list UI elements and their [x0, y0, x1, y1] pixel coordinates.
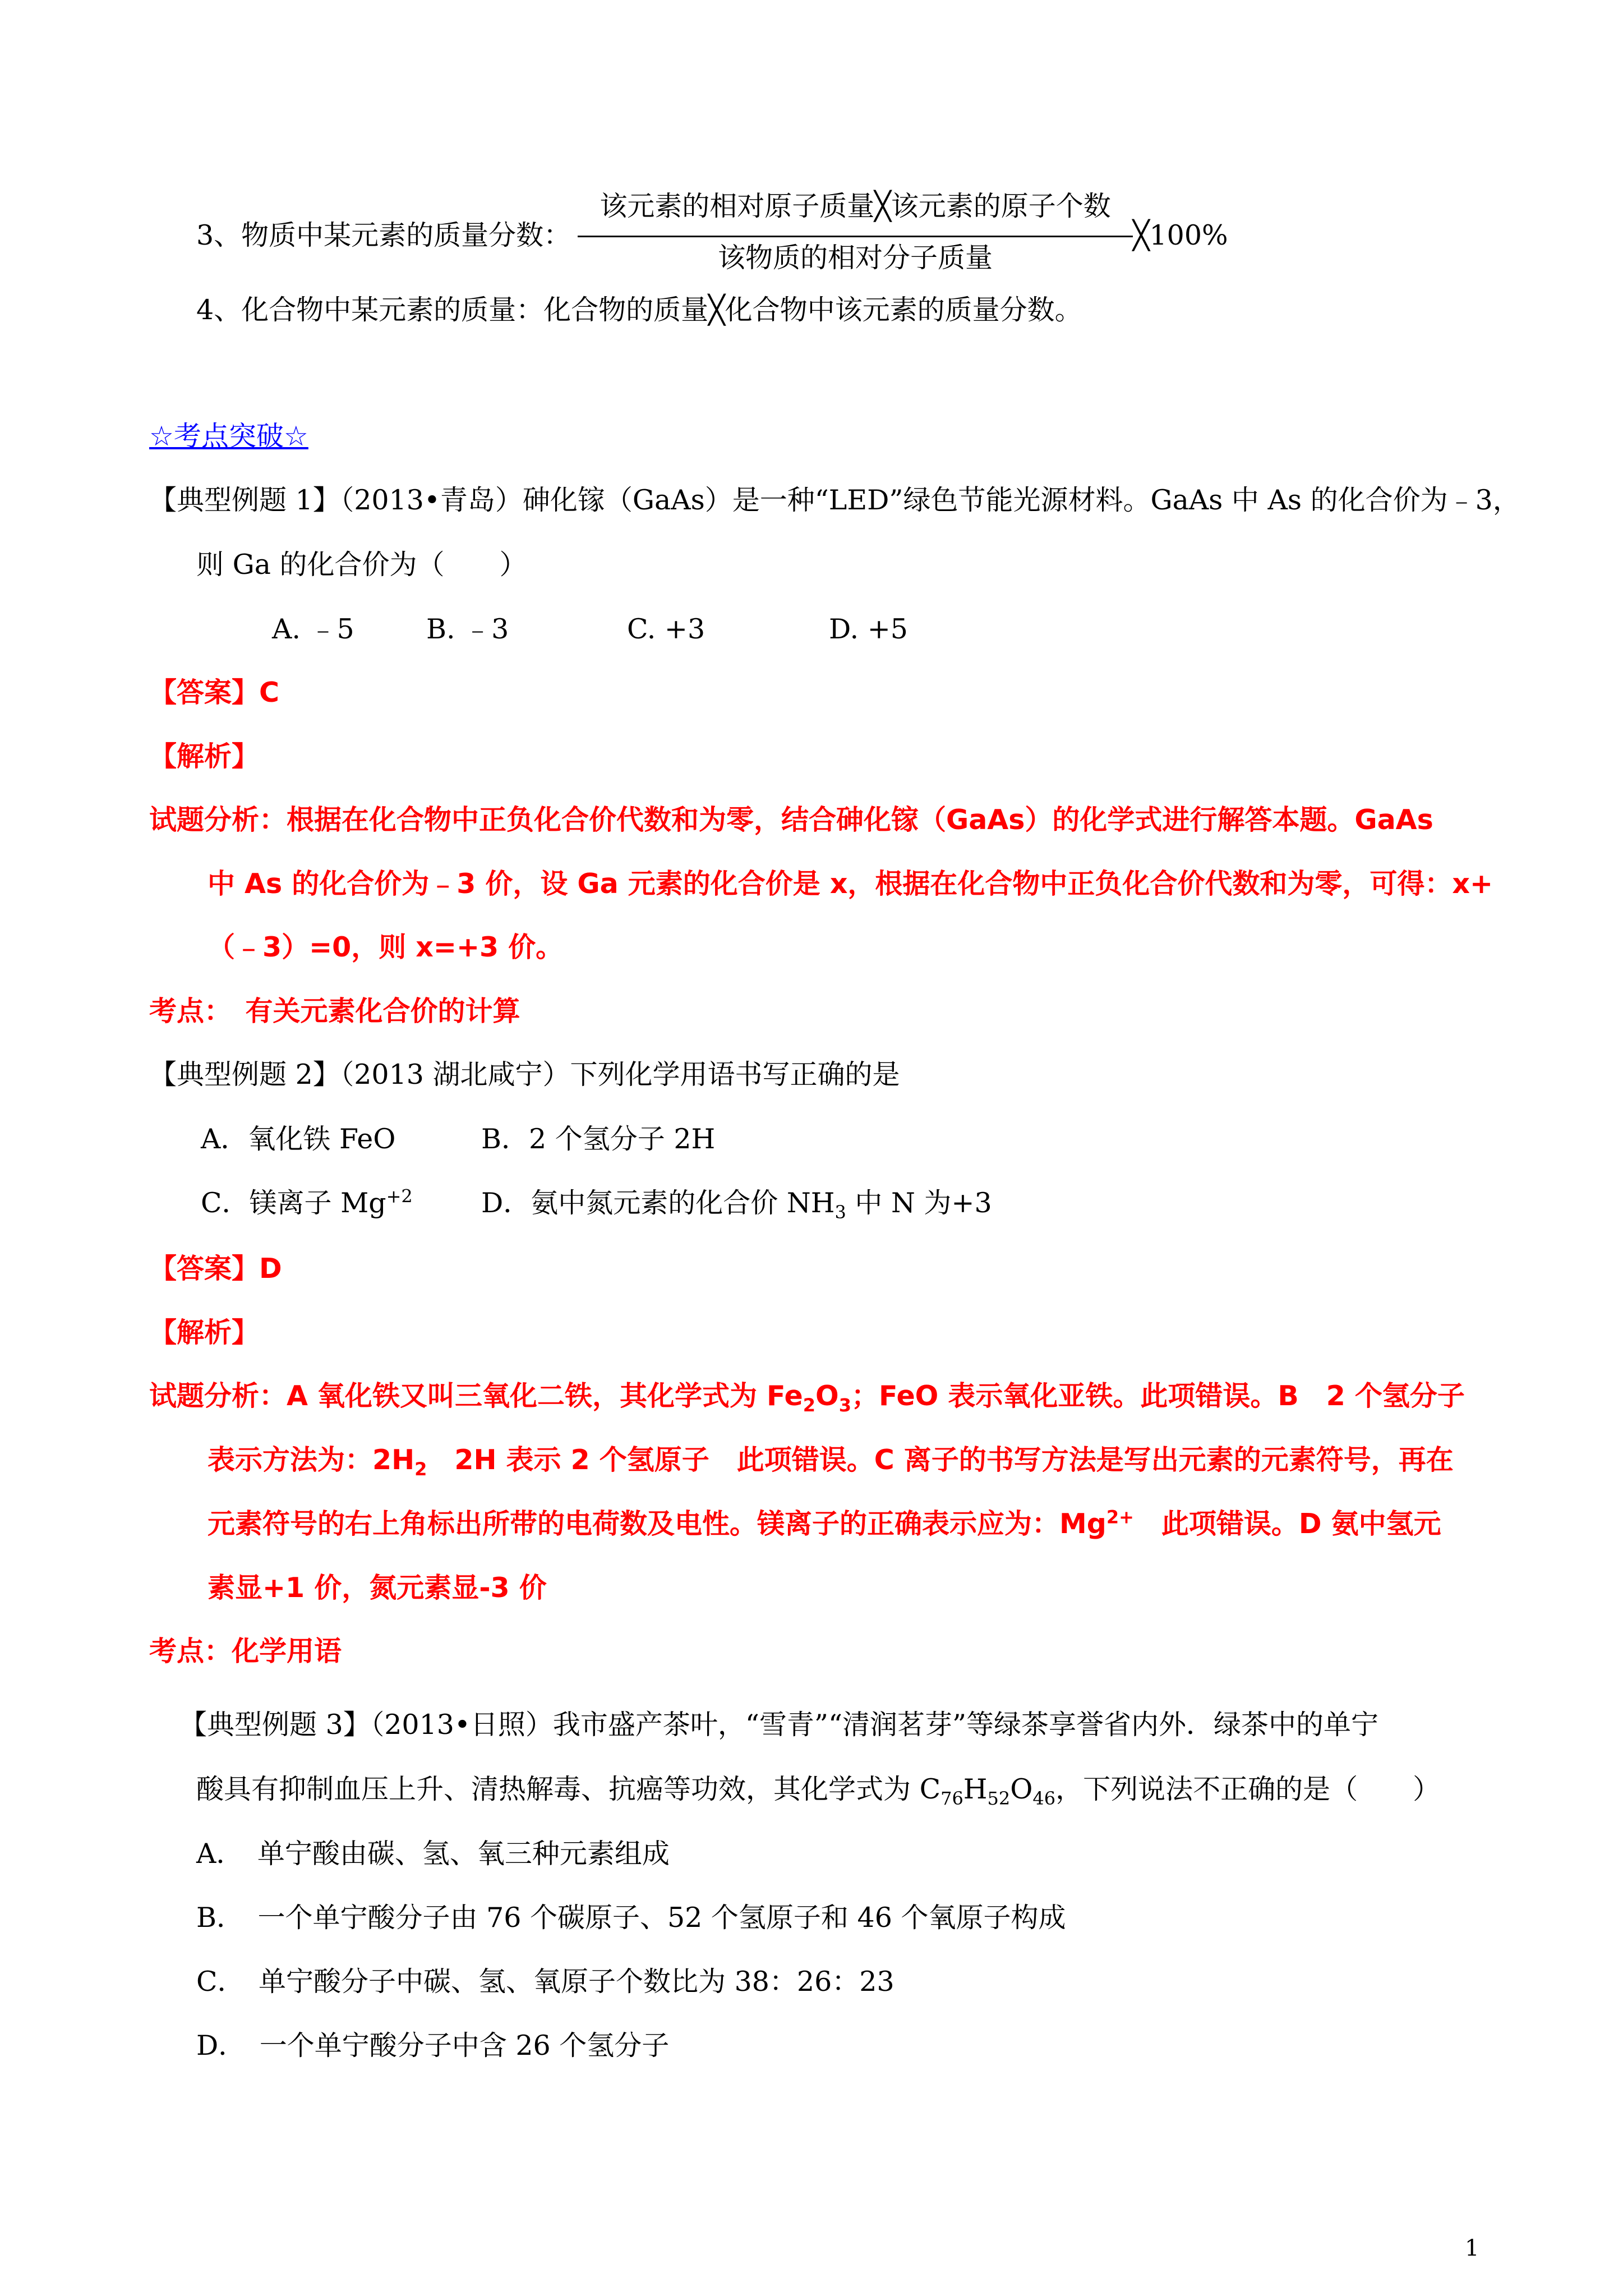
example2-kaodian: 考点：化学用语	[149, 1635, 342, 1667]
example3-question-line2: 酸具有抑制血压上升、清热解毒、抗癌等功效，其化学式为 $C_{76}H_{52}O_{46}$，下列说法不正确的是（ ）	[196, 1773, 1441, 1809]
example1-option-d: D. +5	[829, 613, 908, 645]
example1-kaodian: 考点： 有关元素化合价的计算	[149, 995, 520, 1027]
section-title-link[interactable]: ☆考点突破☆	[149, 420, 308, 452]
example1-analysis-label: 【解析】	[149, 740, 260, 772]
formula4: 4、化合物中某元素的质量：化合物的质量╳化合物中该元素的质量分数。	[196, 294, 1082, 326]
example2-analysis-line4: 素显+1 价，氮元素显-3 价	[208, 1572, 547, 1604]
example3-option-a: A． 单宁酸由碳、氢、氧三种元素组成	[196, 1838, 670, 1870]
example2-option-c: C．镁离子 $Mg^{+2}$	[201, 1185, 413, 1219]
example1-analysis-line1: 试题分析：根据在化合物中正负化合价代数和为零，结合砷化镓（GaAs）的化学式进行解答本题。GaAs	[149, 804, 1433, 836]
page-number: 1	[1465, 2235, 1479, 2261]
example1-question-line1: 【典型例题 1】（2013•青岛）砷化镓（GaAs）是一种“LED”绿色节能光源材料。GaAs 中 As 的化合价为﹣3，	[149, 484, 1520, 516]
example1-option-c: C. +3	[627, 613, 706, 645]
example1-answer: 【答案】C	[149, 677, 279, 708]
example2-analysis-line3: 元素符号的右上角标出所带的电荷数及电性。镁离子的正确表示应为：$Mg^{2+}$ 此项错误。D 氨中氢元	[208, 1506, 1441, 1540]
example2-analysis-line2: 表示方法为：$2H_2$ 2H 表示 2 个氢原子 此项错误。C 离子的书写方法是写出元素的元素符号，再在	[208, 1444, 1454, 1480]
formula3-suffix: ╳100%	[1133, 219, 1228, 251]
example1-option-b: B. ﹣3	[426, 613, 509, 645]
example2-analysis-label: 【解析】	[149, 1317, 260, 1349]
formula3-prefix: 3、物质中某元素的质量分数：	[196, 219, 571, 251]
example2-answer: 【答案】D	[149, 1253, 282, 1285]
example2-option-a: A．氧化铁 FeO	[201, 1123, 396, 1155]
example3-option-b: B． 一个单宁酸分子由 76 个碳原子、52 个氢原子和 46 个氧原子构成	[196, 1902, 1066, 1934]
example3-option-d: D． 一个单宁酸分子中含 26 个氢分子	[196, 2030, 670, 2062]
example3-option-c: C． 单宁酸分子中碳、氢、氧原子个数比为 38：26：23	[196, 1966, 895, 1998]
fraction-bar	[578, 236, 1133, 237]
formula3-denominator: 该物质的相对分子质量	[717, 242, 993, 274]
example1-analysis-line2: 中 As 的化合价为﹣3 价，设 Ga 元素的化合价是 x，根据在化合物中正负化合价代数和为零，可得：x+	[208, 868, 1493, 900]
example1-analysis-line3: （﹣3）=0，则 x=+3 价。	[208, 931, 564, 963]
example1-question-line2: 则 Ga 的化合价为（ ）	[196, 549, 527, 581]
example1-option-a: A. ﹣5	[272, 613, 354, 645]
example2-option-d: D．氨中氮元素的化合价 $NH_3$ 中 N 为+3	[481, 1187, 992, 1223]
example2-question: 【典型例题 2】（2013 湖北咸宁）下列化学用语书写正确的是	[149, 1059, 900, 1091]
example2-option-b: B．2 个氢分子 2H	[481, 1123, 716, 1155]
formula3-numerator: 该元素的相对原子质量╳该元素的原子个数	[600, 190, 1111, 222]
example3-question-line1: 【典型例题 3】（2013•日照）我市盛产茶叶，“雪青”“清润茗芽”等绿茶享誉省内外．绿茶中的单宁	[179, 1709, 1379, 1741]
example2-analysis-line1: 试题分析：A 氧化铁又叫三氧化二铁，其化学式为 $Fe_2O_3$；FeO 表示氧化亚铁。此项错误。B 2 个氢分子	[149, 1380, 1465, 1416]
